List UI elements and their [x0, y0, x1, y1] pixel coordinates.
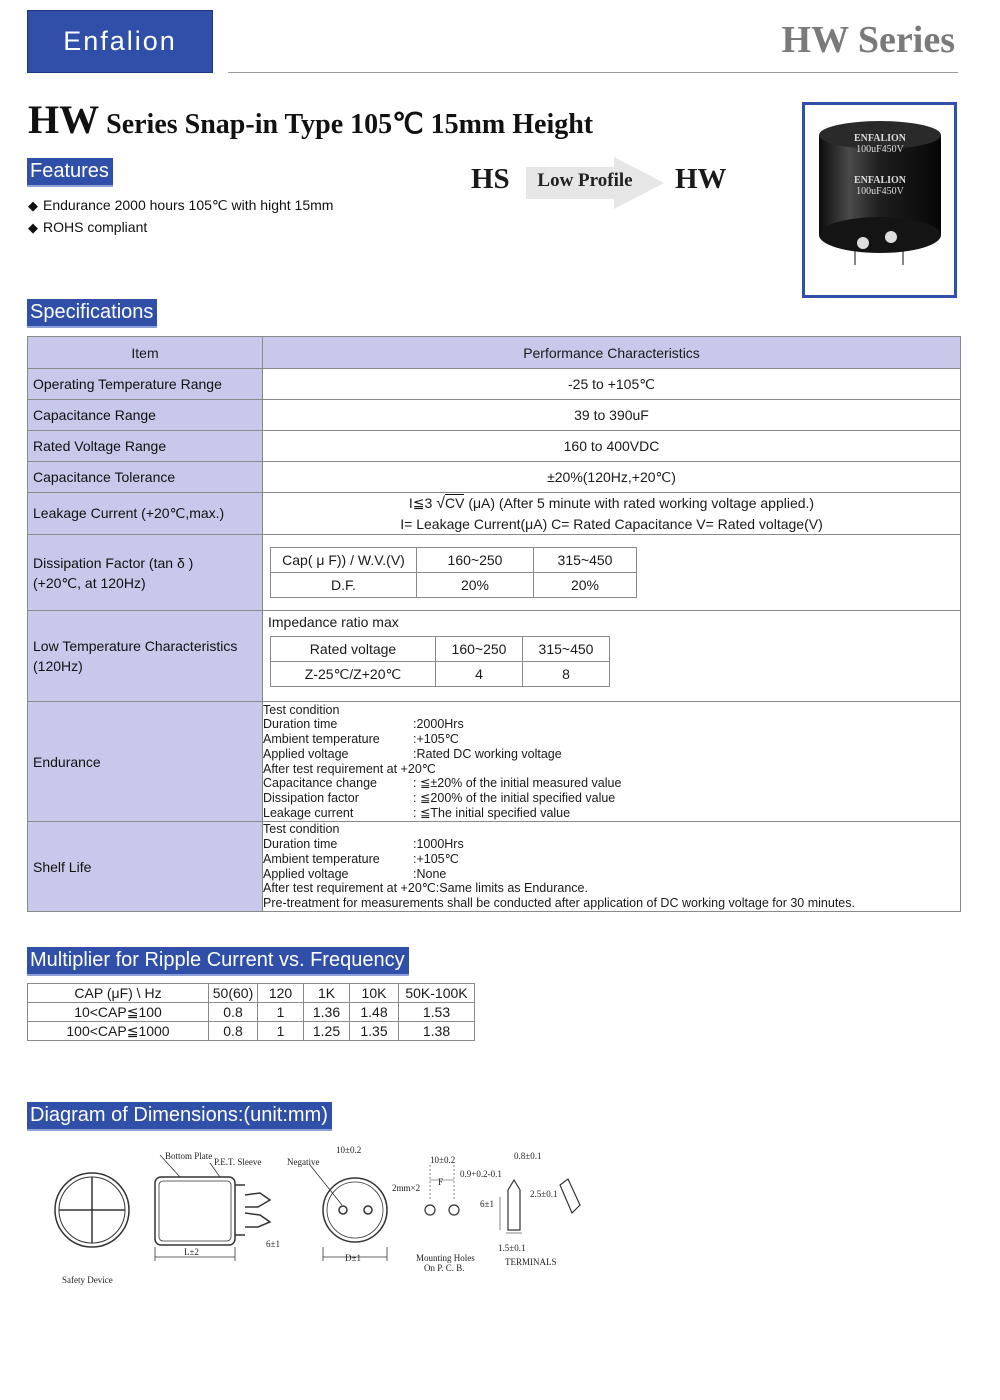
negative-label: Negative: [287, 1157, 320, 1167]
bullet-icon: ◆: [28, 220, 38, 235]
df-cell: 20%: [417, 573, 534, 598]
spec-value: ±20%(120Hz,+20℃): [263, 462, 961, 493]
df-table: [270, 547, 637, 598]
feature-item: [28, 219, 147, 236]
ripple-cell: 1.35: [350, 1022, 399, 1041]
bottom-plate-label: Bottom Plate: [165, 1151, 213, 1161]
ripple-cell: 1.36: [304, 1003, 350, 1022]
specifications-table: [27, 336, 961, 912]
diameter-label: D±1: [345, 1253, 361, 1263]
feature-text: Endurance 2000 hours 105℃ with hight 15mm: [43, 197, 334, 213]
ripple-cell: 0.8: [209, 1022, 258, 1041]
impedance-table: [270, 636, 610, 687]
impedance-cell: 4: [436, 662, 523, 687]
ripple-table: [27, 983, 475, 1041]
mounting-label: On P. C. B.: [424, 1263, 465, 1273]
title-desc: Series Snap-in Type 105℃ 15mm Height: [99, 109, 594, 140]
ripple-header: 1K: [304, 984, 350, 1003]
ripple-cell: 0.8: [209, 1003, 258, 1022]
condition-label: Leakage current: [263, 805, 354, 820]
feature-text: ROHS compliant: [43, 219, 148, 235]
page-title: [28, 96, 593, 143]
table-row: [28, 400, 961, 431]
dimension-diagram: [40, 1135, 600, 1295]
hole-size-label: 2mm×2: [392, 1183, 421, 1193]
terminals-label: TERMINALS: [505, 1257, 557, 1267]
df-header: 160~250: [417, 548, 534, 573]
col-header-performance: Performance Characteristics: [263, 337, 961, 369]
table-row: [271, 573, 637, 598]
condition-value: :Rated DC working voltage: [413, 746, 562, 761]
condition-value: : ≦±20% of the initial measured value: [413, 776, 622, 791]
leakage-legend: I= Leakage Current(μA) C= Rated Capacitance V= Rated voltage(V): [400, 516, 823, 532]
spec-value: [263, 493, 961, 535]
table-row: [28, 1022, 475, 1041]
header-divider: [228, 72, 958, 73]
spec-item-line: (+20℃, at 120Hz): [33, 574, 146, 591]
profile-from: HS: [471, 163, 510, 195]
product-photo: [802, 102, 957, 298]
mounting-holes-drawing: [425, 1165, 459, 1215]
dimensions-heading: Diagram of Dimensions:(unit:mm): [27, 1102, 332, 1131]
terminal-length-label: 6±1: [480, 1199, 494, 1209]
terminals-drawing: [500, 1179, 580, 1233]
ripple-header: CAP (μF) \ Hz: [28, 984, 209, 1003]
feature-item: [28, 197, 333, 214]
table-row: [28, 337, 961, 369]
table-row: [271, 548, 637, 573]
condition-value: :None: [413, 866, 447, 881]
spec-item: Endurance: [28, 702, 263, 822]
table-row: [28, 462, 961, 493]
photo-rating: 100uF450V: [856, 186, 904, 197]
condition-value: :2000Hrs: [413, 717, 464, 732]
condition-label: After test requirement at +20℃: [263, 761, 436, 776]
length-label: L±2: [184, 1247, 199, 1257]
condition-value: : ≦200% of the initial specified value: [413, 790, 616, 805]
ripple-cell: 1: [258, 1003, 304, 1022]
df-header: 315~450: [534, 548, 637, 573]
spec-value: 39 to 390uF: [263, 400, 961, 431]
condition-value: :+105℃: [413, 851, 459, 866]
ripple-cell: 1: [258, 1022, 304, 1041]
spec-value: [263, 822, 961, 912]
ripple-header: 50(60): [209, 984, 258, 1003]
spec-value: 160 to 400VDC: [263, 431, 961, 462]
table-row: [28, 369, 961, 400]
spec-item: Operating Temperature Range: [28, 369, 263, 400]
bullet-icon: ◆: [28, 198, 38, 213]
ripple-heading: Multiplier for Ripple Current vs. Frequency: [27, 947, 409, 976]
photo-rating: 100uF450V: [856, 144, 904, 155]
title-series: HW: [28, 97, 100, 142]
condition-label: Duration time: [263, 717, 338, 732]
condition-label: Duration time: [263, 837, 338, 852]
df-cell: 20%: [534, 573, 637, 598]
ripple-cell: 1.38: [399, 1022, 475, 1041]
spec-item: Capacitance Tolerance: [28, 462, 263, 493]
leakage-root: CV: [444, 495, 465, 511]
condition-label: Ambient temperature: [263, 732, 380, 747]
condition-value: :+105℃: [413, 732, 459, 747]
ripple-cell: 1.53: [399, 1003, 475, 1022]
table-row: [28, 535, 961, 611]
col-header-item: Item: [28, 337, 263, 369]
ripple-cell: 10<CAP≦100: [28, 1003, 209, 1022]
condition-label: Applied voltage: [263, 866, 349, 881]
spec-value: -25 to +105℃: [263, 369, 961, 400]
spec-item: Leakage Current (+20℃,max.): [28, 493, 263, 535]
spec-item: [28, 611, 263, 702]
spec-item: Rated Voltage Range: [28, 431, 263, 462]
mounting-label: Mounting Holes: [416, 1253, 475, 1263]
side-view-drawing: [155, 1155, 270, 1261]
safety-device-label: Safety Device: [62, 1275, 113, 1285]
condition-label: Test condition: [263, 702, 340, 717]
terminal-base-label: 1.5±0.1: [498, 1243, 526, 1253]
table-row: [28, 1003, 475, 1022]
spec-item-line: (120Hz): [33, 658, 83, 674]
pitch-label: 10±0.2: [336, 1145, 362, 1155]
df-header: Cap( μ F)) / W.V.(V): [271, 548, 417, 573]
spec-item-line: Low Temperature Characteristics: [33, 638, 238, 654]
impedance-cell: 8: [523, 662, 610, 687]
lead-length-label: 6±1: [266, 1239, 280, 1249]
specifications-heading: Specifications: [27, 299, 157, 328]
condition-label: Applied voltage: [263, 746, 349, 761]
table-row: [28, 984, 475, 1003]
leakage-formula-a: I≦3: [408, 495, 433, 511]
front-view-drawing: [310, 1165, 387, 1261]
impedance-header: Rated voltage: [271, 637, 436, 662]
impedance-cell: Z-25℃/Z+20℃: [271, 662, 436, 687]
ripple-header: 120: [258, 984, 304, 1003]
impedance-header: 160~250: [436, 637, 523, 662]
spec-item: Capacitance Range: [28, 400, 263, 431]
shelf-after: After test requirement at +20℃:Same limits as Endurance.: [263, 881, 588, 896]
condition-label: Capacitance change: [263, 776, 377, 791]
ripple-cell: 1.48: [350, 1003, 399, 1022]
profile-to: HW: [675, 163, 727, 195]
table-row: [28, 431, 961, 462]
condition-label: Ambient temperature: [263, 851, 380, 866]
df-cell: D.F.: [271, 573, 417, 598]
spec-item-line: Dissipation Factor (tan δ ): [33, 554, 194, 571]
impedance-header: 315~450: [523, 637, 610, 662]
table-row: [28, 493, 961, 535]
spec-item: Shelf Life: [28, 822, 263, 912]
table-row: [271, 662, 610, 687]
features-heading: Features: [27, 158, 113, 187]
photo-brand: ENFALION: [853, 133, 907, 144]
shelf-pretreatment: Pre-treatment for measurements shall be conducted after application of DC working voltage for 30 minutes.: [263, 895, 855, 910]
leakage-formula: [263, 493, 960, 514]
ripple-header: 50K-100K: [399, 984, 475, 1003]
condition-label: Dissipation factor: [263, 790, 359, 805]
table-row: [28, 611, 961, 702]
ripple-cell: 1.25: [304, 1022, 350, 1041]
spec-value: [263, 702, 961, 822]
terminal-tip-label: 2.5±0.1: [530, 1189, 558, 1199]
condition-value: :1000Hrs: [413, 837, 464, 852]
table-row: [28, 702, 961, 822]
photo-brand: ENFALION: [853, 175, 907, 186]
hole-f-label: F: [438, 1177, 444, 1187]
profile-arrow-label: Low Profile: [537, 170, 633, 191]
terminal-width-label: 0.8±0.1: [514, 1151, 542, 1161]
table-row: [271, 637, 610, 662]
terminal-thickness-label: 0.9+0.2-0.1: [460, 1169, 502, 1179]
table-row: [28, 822, 961, 912]
spec-value: [263, 611, 961, 702]
impedance-caption: Impedance ratio max: [268, 614, 399, 630]
pet-sleeve-label: P.E.T. Sleeve: [214, 1157, 262, 1167]
sqrt-icon: √: [436, 495, 445, 512]
leakage-formula-b: (μA) (After 5 minute with rated working voltage applied.): [468, 495, 815, 511]
hole-pitch-label: 10±0.2: [430, 1155, 456, 1165]
spec-item: [28, 535, 263, 611]
condition-label: Test condition: [263, 822, 340, 837]
ripple-header: 10K: [350, 984, 399, 1003]
capacitor-image: [805, 105, 954, 295]
series-header: HW Series: [781, 19, 955, 61]
safety-device-drawing: [55, 1173, 129, 1247]
spec-value: [263, 535, 961, 611]
condition-value: : ≦The initial specified value: [413, 805, 571, 820]
ripple-cell: 100<CAP≦1000: [28, 1022, 209, 1041]
brand-logo: Enfalion: [27, 10, 213, 73]
